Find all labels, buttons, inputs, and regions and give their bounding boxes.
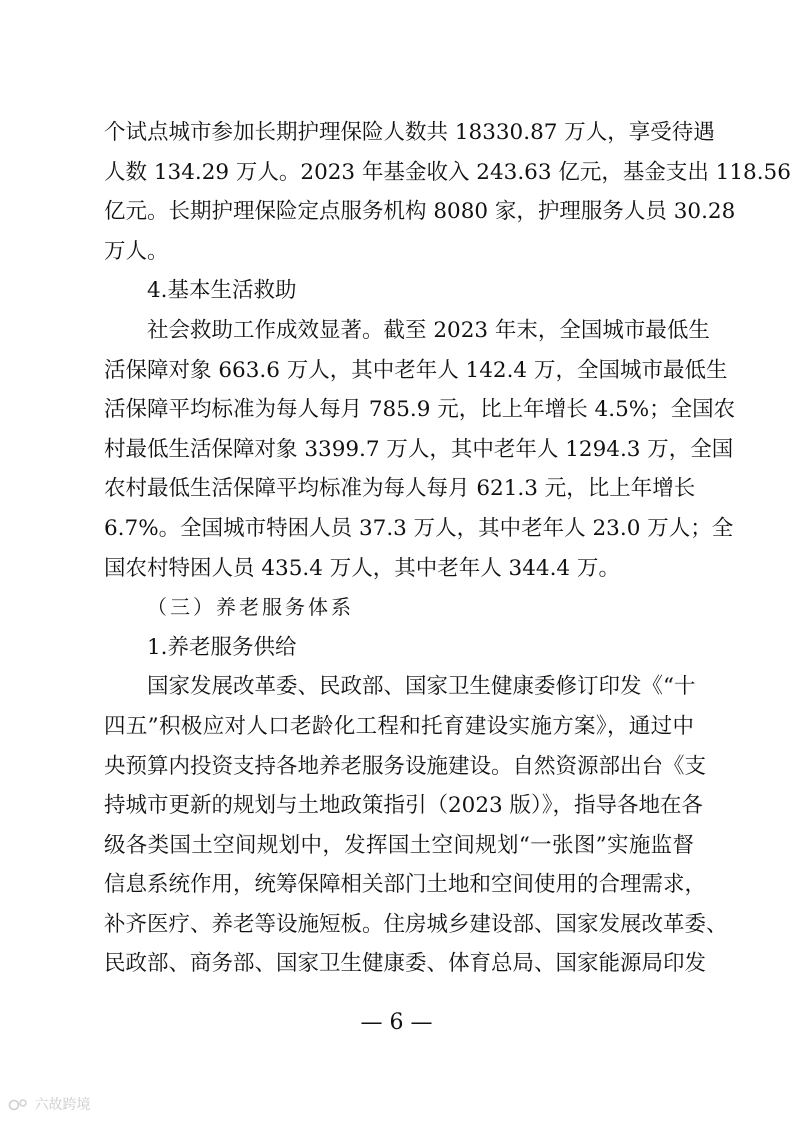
paragraph-pension-insurance — [104, 113, 791, 271]
text-line: 社会救助工作成效显著。截至 2023 年末，全国城市最低生 — [147, 317, 710, 343]
text-line: 央预算内投资支持各地养老服务设施建设。自然资源部出台《支 — [104, 753, 707, 779]
text-line: 活保障对象 663.6 万人，其中老年人 142.4 万，全国城市最低生 — [104, 357, 728, 383]
section-heading-elderly-care-system: （三）养老服务体系 — [147, 595, 354, 620]
text-line: 6.7%。全国城市特困人员 37.3 万人，其中老年人 23.0 万人；全 — [104, 515, 734, 541]
text-line: 级各类国土空间规划中，发挥国土空间规划“一张图”实施监督 — [104, 832, 694, 858]
text-line: 国农村特困人员 435.4 万人，其中老年人 344.4 万。 — [104, 555, 620, 581]
text-line: 信息系统作用，统筹保障相关部门土地和空间使用的合理需求， — [104, 872, 707, 898]
text-line: 持城市更新的规划与土地政策指引（2023 版）》，指导各地在各 — [104, 793, 704, 819]
text-line: 个试点城市参加长期护理保险人数共 18330.87 万人，享受待遇 — [104, 120, 715, 145]
section-heading-elderly-care-supply: 1.养老服务供给 — [147, 634, 297, 660]
paragraph-elderly-care-supply — [104, 667, 728, 984]
text-line: 活保障平均标准为每人每月 785.9 元，比上年增长 4.5%；全国农 — [104, 397, 736, 423]
text-line: 国家发展改革委、民政部、国家卫生健康委修订印发《“十 — [147, 674, 696, 700]
text-line: 村最低生活保障对象 3399.7 万人，其中老年人 1294.3 万，全国 — [104, 436, 734, 462]
text-line: 四五”积极应对人口老龄化工程和托育建设实施方案》，通过中 — [104, 713, 694, 739]
paragraph-social-assistance — [104, 311, 736, 588]
watermark — [8, 1094, 90, 1114]
text-line: 万人。 — [104, 238, 169, 264]
text-line: 亿元。长期护理保险定点服务机构 8080 家，护理服务人员 30.28 — [104, 199, 736, 225]
document-body — [104, 113, 791, 984]
section-heading-basic-assistance: 4.基本生活救助 — [147, 278, 297, 304]
text-line: 农村最低生活保障平均标准为每人每月 621.3 元，比上年增长 — [104, 476, 696, 502]
page-number: — 6 — — [360, 1010, 433, 1035]
text-line: 民政部、商务部、国家卫生健康委、体育总局、国家能源局印发 — [104, 951, 707, 977]
watermark-logo-icon — [8, 1098, 30, 1112]
text-line: 补齐医疗、养老等设施短板。住房城乡建设部、国家发展改革委、 — [104, 911, 728, 937]
watermark-text: 六故跨境 — [34, 1097, 91, 1113]
text-line: 人数 134.29 万人。2023 年基金收入 243.63 亿元，基金支出 118.56 — [104, 159, 791, 185]
